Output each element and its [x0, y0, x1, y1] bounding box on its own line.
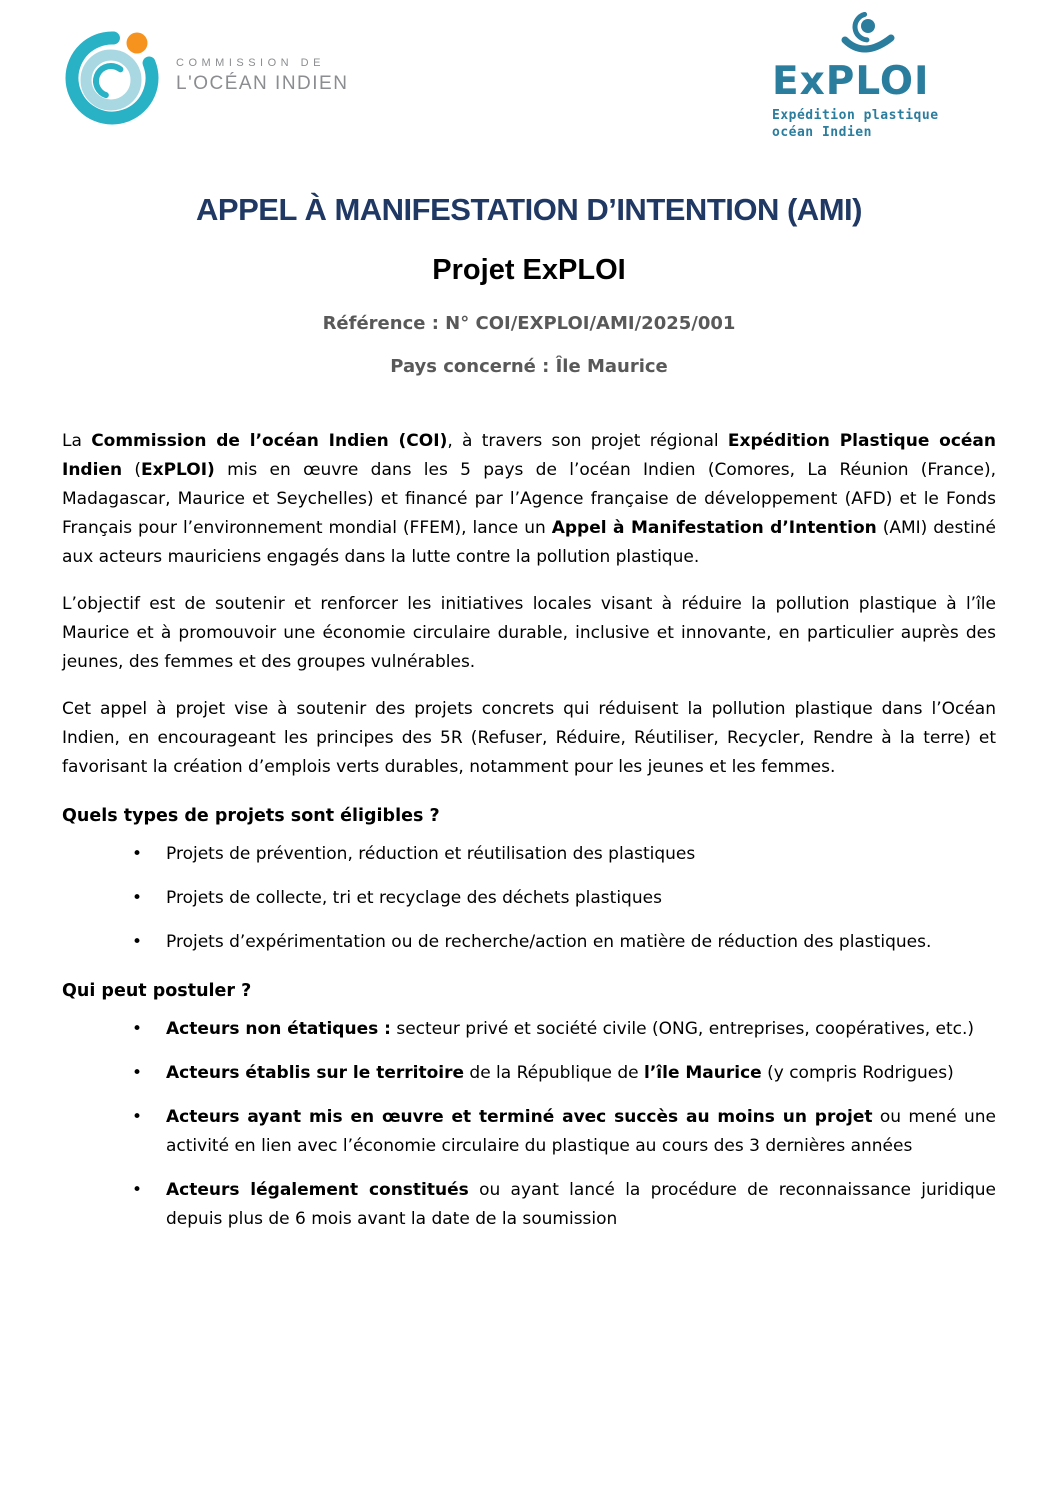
paragraph: [62, 427, 996, 572]
document-header: [0, 0, 1058, 150]
coi-logo-line2: L'OCÉAN INDIEN: [176, 73, 349, 94]
bullet-list: [62, 1015, 996, 1234]
bullet-item: [166, 1015, 996, 1044]
bold-text-run: Appel à Manifestation d’Intention: [551, 518, 877, 538]
bullet-item: [166, 1103, 996, 1161]
country-line: Pays concerné : Île Maurice: [390, 356, 668, 377]
bold-text-run: Acteurs établis sur le territoire: [166, 1063, 464, 1083]
coi-logo: [62, 24, 348, 128]
section-heading: Quels types de projets sont éligibles ?: [62, 806, 440, 826]
text-run: La: [62, 431, 92, 451]
text-run: secteur privé et société civile (ONG, entreprises, coopératives, etc.): [390, 1019, 975, 1039]
bold-text-run: Acteurs non étatiques :: [166, 1019, 391, 1039]
bullet-item: [166, 928, 996, 957]
bold-text-run: l’île Maurice: [644, 1063, 762, 1083]
bullet-item: [166, 884, 996, 913]
reference-line: Référence : N° COI/EXPLOI/AMI/2025/001: [322, 313, 736, 334]
text-run: L’objectif est de soutenir et renforcer les initiatives locales visant à réduire la pollution plastique à l’île Maurice et à promouvoir une économie circulaire durable, inclusive et innovante, en particulier auprès des jeunes, des femmes et des groupes vulnérables.: [62, 594, 996, 672]
text-run: Projets de collecte, tri et recyclage des déchets plastiques: [166, 888, 662, 908]
bold-text-run: ExPLOI): [141, 460, 215, 480]
text-run: ou mené une activité en lien avec l’économie circulaire du plastique au cours des 3 dernières années: [166, 1107, 997, 1156]
bold-text-run: Acteurs ayant mis en œuvre et terminé avec succès au moins un projet: [166, 1107, 873, 1127]
text-run: Cet appel à projet vise à soutenir des projets concrets qui réduisent la pollution plastique dans l’Océan Indien, en encourageant les principes des 5R (Refuser, Réduire, Réutiliser, Recycler, Rendre à la terre) et favorisant la création d’emplois verts durables, notamment pour les jeunes et les femmes.: [62, 699, 996, 777]
text-run: (y compris Rodrigues): [761, 1063, 954, 1083]
coi-swirl-icon: [62, 24, 166, 128]
document-body: [62, 427, 996, 1234]
bullet-item: [166, 1059, 996, 1088]
text-run: (: [122, 460, 141, 480]
bullet-item: [166, 1176, 996, 1234]
text-run: (AMI) destiné aux acteurs mauriciens engagés dans la lutte contre la pollution plastique.: [62, 518, 996, 567]
coi-logo-text: [176, 57, 348, 95]
bold-text-run: Commission de l’océan Indien (COI): [91, 431, 448, 451]
exploi-tagline-line2: océan Indien: [772, 124, 872, 140]
bullet-list: [62, 840, 996, 957]
exploi-tagline-line1: Expédition plastique: [772, 107, 939, 123]
exploi-wave-person-icon: [831, 12, 903, 62]
coi-logo-line1: COMMISSION DE: [176, 57, 325, 69]
exploi-wordmark: ExPLOI: [772, 59, 930, 104]
page-subtitle: Projet ExPLOI: [432, 254, 626, 286]
text-run: ou ayant lancé la procédure de reconnaissance juridique depuis plus de 6 mois avant la date de la soumission: [166, 1180, 997, 1229]
text-run: mis en œuvre dans les 5 pays de l’océan Indien (Comores, La Réunion (France), Madagascar, Maurice et Seychelles) et financé par l’Agence française de développement (AFD) et le Fonds Français pour l’environnement mondial (FFEM), lance un: [62, 460, 996, 538]
paragraph: [62, 695, 996, 782]
bold-text-run: Expédition Plastique océan Indien: [62, 431, 997, 480]
text-run: de la République de: [464, 1063, 644, 1083]
bullet-item: [166, 840, 996, 869]
page-title: APPEL À MANIFESTATION D’INTENTION (AMI): [196, 192, 862, 227]
section-heading: Qui peut postuler ?: [62, 981, 252, 1001]
bold-text-run: Acteurs légalement constitués: [166, 1180, 469, 1200]
text-run: , à travers son projet régional: [447, 431, 728, 451]
text-run: Projets de prévention, réduction et réutilisation des plastiques: [166, 844, 696, 864]
text-run: Projets d’expérimentation ou de recherche/action en matière de réduction des plastiques.: [166, 932, 932, 952]
paragraph: [62, 590, 996, 677]
exploi-tagline: [772, 107, 962, 141]
document-content: [62, 150, 996, 1249]
exploi-logo: [772, 12, 962, 141]
